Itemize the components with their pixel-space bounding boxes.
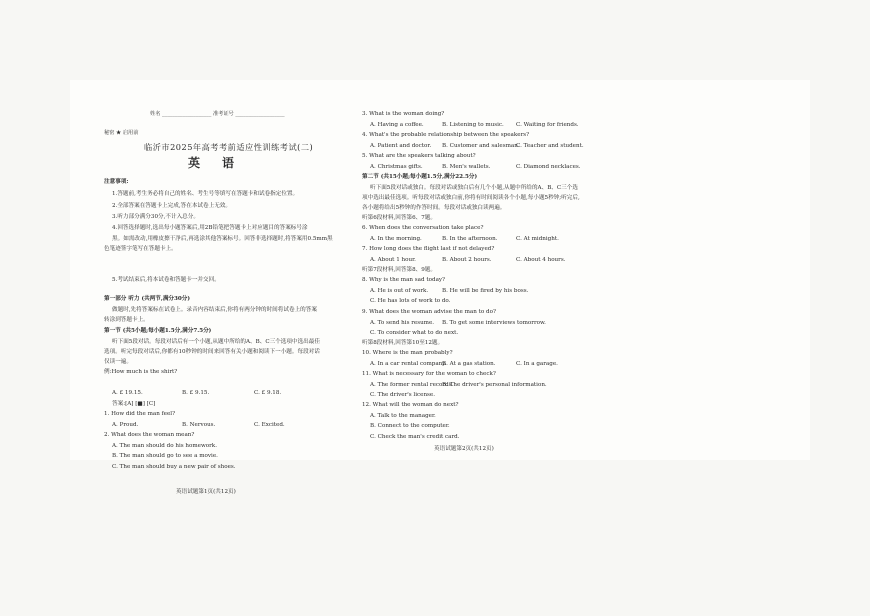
example-label: 例:How much is the shirt? xyxy=(104,369,178,375)
note-6: 5.考试结束后,将本试卷和答题卡一并交回。 xyxy=(112,277,220,283)
q5-text: 5. What are the speakers talking about? xyxy=(362,153,476,159)
security-label: 秘密 ★ 启用前 xyxy=(104,130,139,136)
option-b: B. Customer and salesman. xyxy=(442,143,520,149)
option-b: B. Nervous. xyxy=(182,422,216,428)
note-4: 4.回答选择题时,选出每小题答案后,用2B铅笔把答题卡上对应题目的答案标号涂 xyxy=(112,225,308,231)
option-c: C. About 4 hours. xyxy=(516,257,566,263)
candidate-fields: 姓名 ___________________ 准考证号 ___________________ xyxy=(150,111,285,117)
note-1a: 1.答题前,考生务必将自己的姓名、考生号等填写在答题卡和试卷指定位置。 xyxy=(112,191,299,197)
option-c: C. In a garage. xyxy=(516,361,558,367)
subject-heading: 英语 xyxy=(188,156,257,170)
section1-heading: 第一节 (共5小题;每小题1.5分,满分7.5分) xyxy=(104,328,212,334)
note-2: 2.全部答案在答题卡上完成,答在本试卷上无效。 xyxy=(112,203,231,209)
q8-option-c: C. He has lots of work to do. xyxy=(370,298,451,304)
q4-options xyxy=(362,144,584,150)
q11-options xyxy=(362,383,547,389)
option-b: B. In the afternoon. xyxy=(442,236,498,242)
note-3: 3.听力部分满分30分,不计入总分。 xyxy=(112,214,199,220)
q6-text: 6. When does the conversation take place? xyxy=(362,225,484,231)
q7-options xyxy=(362,258,566,264)
q4-text: 4. What's the probable relationship between the speakers? xyxy=(362,132,530,138)
material-7: 听第7段材料,回答第8、9题。 xyxy=(362,267,436,273)
q10-text: 10. Where is the man probably? xyxy=(362,350,453,356)
q11-text: 11. What is necessary for the woman to check? xyxy=(362,371,496,377)
q1-options xyxy=(104,423,285,429)
part1-heading: 第一部分 听力 (共两节,满分30分) xyxy=(104,296,191,302)
q10-options xyxy=(362,362,558,368)
q8-options xyxy=(362,289,528,295)
option-c: C. Waiting for friends. xyxy=(516,122,579,128)
exam-title: 临沂市2025年高考考前适应性训练考试(二) xyxy=(144,142,314,152)
option-a: A. To send his resume. xyxy=(370,320,435,326)
section1-instr-b: 选项。听完每段对话后,你都有10秒钟的时间来回答有关小题和阅读下一小题。每段对话 xyxy=(104,349,320,355)
note-5b: 色笔迹签字笔写在答题卡上。 xyxy=(104,246,177,252)
q2-text: 2. What does the woman mean? xyxy=(104,432,195,438)
option-a: A. The former rental records. xyxy=(370,382,454,388)
option-a: A. Christmas gifts. xyxy=(370,164,423,170)
option-b: B. About 2 hours. xyxy=(442,257,492,263)
option-b: B. To get some interviews tomorrow. xyxy=(442,320,546,326)
option-a: A. Proud. xyxy=(112,422,139,428)
option-b: B. At a gas station. xyxy=(442,361,496,367)
option-a: A. In the morning. xyxy=(370,236,422,242)
q12-text: 12. What will the woman do next? xyxy=(362,402,459,408)
option-b: B. The driver's personal information. xyxy=(442,382,547,388)
q1-text: 1. How did the man feel? xyxy=(104,411,176,417)
option-a: A. In a car rental company. xyxy=(370,361,447,367)
part1-instr-b: 转涂到答题卡上。 xyxy=(104,317,149,323)
section2-heading: 第二节 (共15小题;每小题1.5分,满分22.5分) xyxy=(362,174,478,180)
q7-text: 7. How long does the flight last if not delayed? xyxy=(362,246,495,252)
option-b: B. £ 9.15. xyxy=(182,390,210,396)
option-b: B. Listening to music. xyxy=(442,122,504,128)
page-footer-left: 英语试题第1页(共12页) xyxy=(176,489,236,495)
q2-option-b: B. The man should go to see a movie. xyxy=(112,453,218,459)
notes-heading: 注意事项: xyxy=(104,179,129,185)
q9-option-c: C. To consider what to do next. xyxy=(370,330,459,336)
q12-option-c: C. Check the man's credit card. xyxy=(370,434,460,440)
section1-instr-c: 仅读一遍。 xyxy=(104,359,132,365)
q12-option-b: B. Connect to the computer. xyxy=(370,423,450,429)
section2-instr-c: 各小题将给出5秒钟的作答时间。每段对话或独白读两遍。 xyxy=(362,205,506,211)
q9-options xyxy=(362,321,546,327)
option-c: C. Excited. xyxy=(254,422,285,428)
q2-option-a: A. The man should do his homework. xyxy=(112,443,217,449)
q3-text: 3. What is the woman doing? xyxy=(362,111,445,117)
example-answer: 答案:[A] [■] [C] xyxy=(112,401,156,407)
q12-option-a: A. Talk to the manager. xyxy=(370,413,436,419)
option-a: A. £ 19.15. xyxy=(112,390,143,396)
section1-instr-a: 听下面5段对话。每段对话后有一个小题,从题中所给的A、B、C三个选项中选出最佳 xyxy=(112,339,320,345)
option-a: A. About 1 hour. xyxy=(370,257,416,263)
page-footer-right: 英语试题第2页(共12页) xyxy=(434,446,494,452)
section2-instr-b: 项中选出最佳选项。听每段对话或独白前,你将有时间阅读各个小题,每小题5秒钟;听完后, xyxy=(362,195,580,201)
q2-option-c: C. The man should buy a new pair of shoes. xyxy=(112,464,236,470)
section2-instr-a: 听下面5段对话或独白。每段对话或独白后有几个小题,从题中所给的A、B、C三个选 xyxy=(370,185,578,191)
option-b: B. Men's wallets. xyxy=(442,164,491,170)
q9-text: 9. What does the woman advise the man to do? xyxy=(362,309,496,315)
option-a: A. He is out of work. xyxy=(370,288,429,294)
q11-option-c: C. The driver's license. xyxy=(370,392,436,398)
q6-options xyxy=(362,237,559,243)
q3-options xyxy=(362,123,579,129)
material-8: 听第8段材料,回答第10至12题。 xyxy=(362,340,444,346)
option-c: C. Teacher and student. xyxy=(516,143,584,149)
q5-options xyxy=(362,165,581,171)
part1-instr-a: 做题时,先将答案标在试卷上。录音内容结束后,你将有两分钟的时间将试卷上的答案 xyxy=(112,307,317,313)
option-c: C. £ 9.18. xyxy=(254,390,282,396)
q8-text: 8. Why is the man sad today? xyxy=(362,277,446,283)
option-a: A. Having a coffee. xyxy=(370,122,424,128)
option-c: C. Diamond necklaces. xyxy=(516,164,581,170)
option-a: A. Patient and doctor. xyxy=(370,143,432,149)
note-5a: 黑。如需改动,用橡皮擦干净后,再选涂其他答案标号。回答非选择题时,将答案用0.5mm黑 xyxy=(112,236,333,242)
material-6: 听第6段材料,回答第6、7题。 xyxy=(362,215,436,221)
option-c: C. At midnight. xyxy=(516,236,559,242)
option-b: B. He will be fired by his boss. xyxy=(442,288,529,294)
example-options xyxy=(104,391,281,397)
